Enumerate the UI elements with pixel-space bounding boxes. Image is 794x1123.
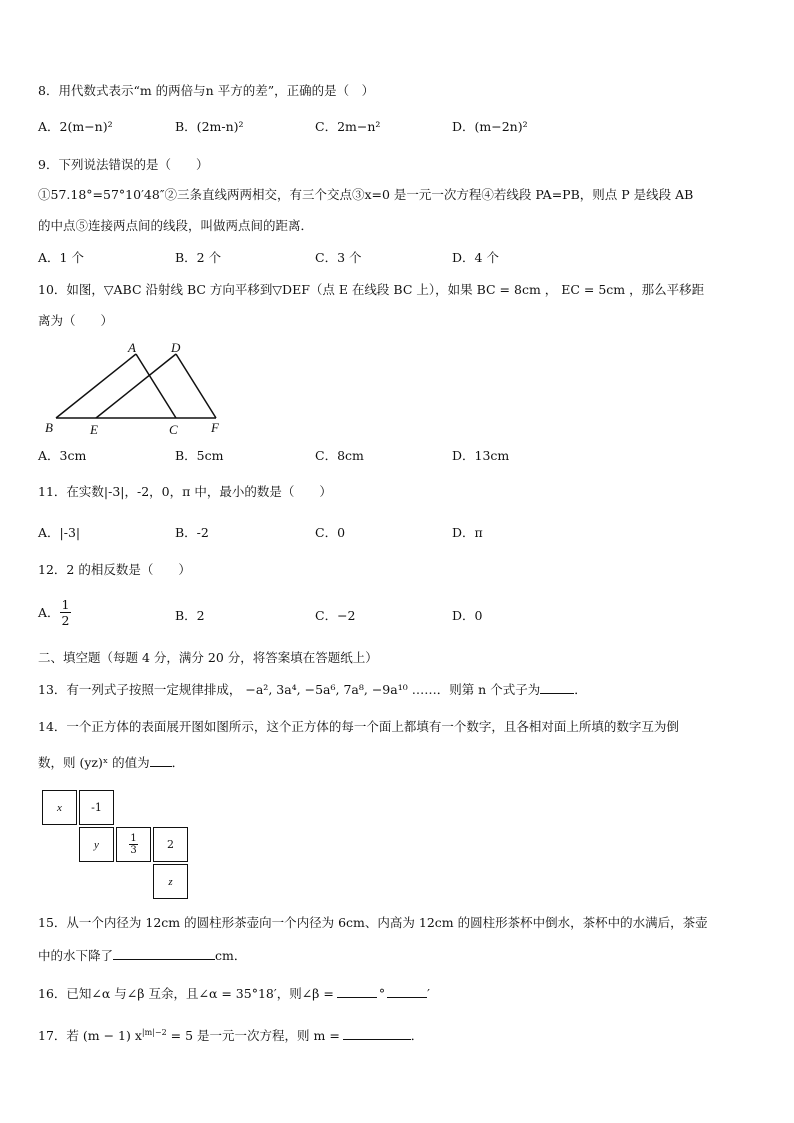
q17-answer-blank[interactable]: [343, 1026, 411, 1040]
q14-stem-line1: 14．一个正方体的表面展开图如图所示，这个正方体的每一个面上都填有一个数字，且各相对面上所填的数字互为倒: [38, 719, 679, 734]
q17-end: ．: [410, 1028, 424, 1044]
q17-stem-end: = 5 是一元一次方程，则 m =: [166, 1028, 340, 1044]
segment-ba: [56, 354, 136, 418]
q15-stem-line2: [38, 946, 246, 965]
q13-answer-blank[interactable]: [540, 680, 574, 694]
label-a: A: [128, 340, 136, 355]
net-cell-x: x: [42, 790, 77, 825]
q9-option-a: A．1 个: [38, 250, 84, 265]
q10-option-a: A．3cm: [38, 448, 87, 463]
translation-triangle-figure: [40, 338, 240, 438]
q8-option-b: B．(2m-n)²: [175, 119, 244, 134]
q15-answer-blank[interactable]: [113, 946, 215, 960]
label-f: F: [211, 420, 219, 435]
q17-exponent: |m|−2: [141, 1028, 167, 1037]
q16-line: [38, 984, 430, 1003]
q10-stem-line1: 10．如图，▽ABC 沿射线 BC 方向平移到▽DEF（点 E 在线段 BC 上），如果 BC = 8cm ， EC = 5cm ，那么平移距: [38, 282, 705, 297]
q14-answer-blank[interactable]: [150, 753, 172, 767]
net-cell-one-third: [116, 827, 151, 862]
q9-option-b: B．2 个: [175, 250, 222, 265]
q16-minute-symbol: ′: [427, 986, 430, 1001]
fraction-denominator: 2: [61, 613, 70, 628]
q16-stem: 16．已知∠α 与∠β 互余，且∠α = 35°18′，则∠β =: [38, 986, 334, 1001]
q12-option-a-prefix: A．: [38, 604, 60, 620]
q10-option-d: D．13cm: [452, 448, 510, 463]
q16-degree-symbol: °: [378, 986, 386, 1001]
fraction-numerator: 1: [130, 833, 137, 844]
q15-stem: 中的水下降了: [38, 948, 114, 963]
q10-option-c: C．8cm: [315, 448, 364, 463]
q9-option-c: C．3 个: [315, 250, 362, 265]
q12-stem: 12．2 的相反数是（ ）: [38, 562, 191, 577]
label-d: D: [171, 340, 181, 355]
segment-ed: [96, 354, 176, 418]
net-cell-two: 2: [153, 827, 188, 862]
q13-stem: 13．有一列式子按照一定规律排成， −a², 3a⁴, −5a⁶, 7a⁸, −9a¹⁰ ……．则第 n 个式子为: [38, 682, 541, 697]
q15-unit: cm．: [215, 948, 247, 963]
q8-stem: 8．用代数式表示“m 的两倍与n 平方的差”，正确的是（ ）: [38, 83, 375, 98]
q11-option-c: C．0: [315, 525, 346, 540]
q12-option-b: B．2: [175, 608, 205, 623]
q9-option-d: D．4 个: [452, 250, 499, 265]
net-cell-z: z: [153, 864, 188, 899]
q13-end: ．: [574, 682, 587, 697]
q9-body-line2: 的中点⑤连接两点间的线段，叫做两点间的距离．: [38, 218, 314, 233]
q8-option-c: C．2m−n²: [315, 119, 381, 134]
fraction-one-half: [60, 597, 72, 628]
q16-degrees-blank[interactable]: [337, 984, 377, 998]
fraction-numerator: 1: [61, 597, 70, 612]
net-cell-neg1: -1: [79, 790, 114, 825]
q16-minutes-blank[interactable]: [387, 984, 427, 998]
fraction-denominator: 3: [130, 845, 137, 856]
label-c: C: [169, 422, 178, 437]
q12-option-a: [38, 597, 71, 628]
label-e: E: [90, 422, 98, 437]
q9-body-line1: ①57.18°=57°10′48″②三条直线两两相交，有三个交点③x=0 是一元一次方程④若线段 PA=PB，则点 P 是线段 AB: [38, 187, 694, 202]
fraction-one-third: [129, 833, 137, 856]
q11-option-d: D．π: [452, 525, 483, 540]
q10-stem-line2: 离为（ ）: [38, 313, 114, 328]
net-cell-y: y: [79, 827, 114, 862]
q15-stem-line1: 15．从一个内径为 12cm 的圆柱形茶壶向一个内径为 6cm、内高为 12cm 的圆柱形茶杯中倒水，茶杯中的水满后，茶壶: [38, 915, 708, 930]
q9-stem: 9．下列说法错误的是（ ）: [38, 157, 209, 172]
q11-stem: 11．在实数|-3|，-2，0，π 中，最小的数是（ ）: [38, 484, 332, 499]
q14-end: ．: [171, 755, 185, 770]
segment-ac: [136, 354, 176, 418]
q14-stem: 数，则 (yz)ˣ 的值为: [38, 755, 150, 770]
q10-option-b: B．5cm: [175, 448, 224, 463]
q11-option-b: B．-2: [175, 525, 209, 540]
segment-df: [176, 354, 216, 418]
section-heading-fill-blanks: 二、填空题（每题 4 分，满分 20 分，将答案填在答题纸上）: [38, 650, 378, 665]
q11-option-a: A．|-3|: [38, 525, 81, 540]
q17-line: [38, 1024, 423, 1045]
q14-stem-line2: [38, 753, 184, 772]
cube-net-figure: [42, 790, 192, 902]
q12-option-c: C．−2: [315, 608, 356, 623]
label-b: B: [45, 420, 53, 435]
q12-option-d: D．0: [452, 608, 483, 623]
q8-option-a: A．2(m−n)²: [38, 119, 113, 134]
q8-option-d: D．(m−2n)²: [452, 119, 528, 134]
q17-stem-start: 17．若 (m − 1) x: [38, 1028, 142, 1044]
q13-line: [38, 680, 587, 699]
